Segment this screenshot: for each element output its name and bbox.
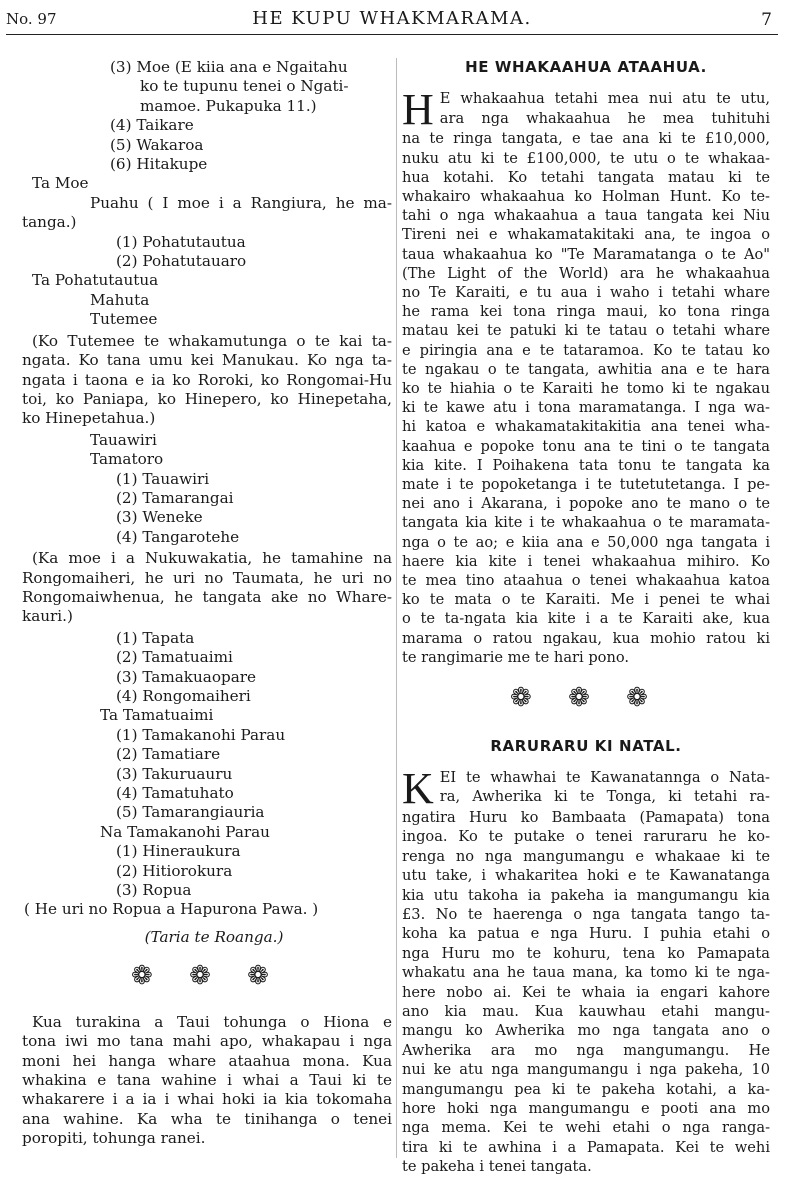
genealogy-line: (1) Tapata <box>116 628 195 647</box>
text-line: hi katoa e whakamatakitakitia ana tenei wha- <box>402 418 770 436</box>
genealogy-line: Mahuta <box>90 290 150 309</box>
text-line: ko te mata o te Karaiti. Me i penei te whai <box>402 591 770 609</box>
text-line: matau kei te patuki ki te tatau o tetahi whare <box>402 322 770 340</box>
genealogy-line: (1) Pohatutautua <box>116 232 246 251</box>
text-line: E whakaahua tetahi mea nui atu te utu, <box>439 90 770 108</box>
text-line: Awherika ara mo nga mangumangu. He <box>402 1041 770 1059</box>
text-line: te rangimarie me te hari pono. <box>402 648 630 666</box>
text-line: hua kotahi. Ko tetahi tangata matau ki te <box>402 168 770 186</box>
article-heading: HE WHAKAAHUA ATAAHUA. <box>465 58 707 76</box>
text-line: tangata kia kite i te whakaahua o te maramata- <box>402 514 770 532</box>
text-line: Rongomaiheri, he uri no Taumata, he uri no <box>22 568 392 587</box>
genealogy-line: Ta Moe <box>32 174 89 193</box>
genealogy-line: mamoe. Pukapuka 11.) <box>140 96 317 115</box>
text-line: ara nga whakaahua he mea tuhituhi <box>439 109 770 127</box>
genealogy-line: (5) Tamarangiauria <box>116 803 265 822</box>
note-paragraph <box>22 332 392 429</box>
text-line: mangu ko Awherika mo nga tangata ano o <box>402 1022 770 1040</box>
text-line: ngata i taona e ia ko Roroki, ko Rongomai-Hu <box>22 370 392 389</box>
text-line: utu take, i whakaritea hoki e te Kawanatanga <box>402 867 770 885</box>
right-column <box>402 58 770 1177</box>
text-line: koha ka patua e nga Huru. I puhia etahi o <box>402 925 770 943</box>
text-line: nga Huru mo te kohuru, tena ko Pamapata <box>402 944 770 962</box>
genealogy-line: (2) Tamatuaimi <box>116 648 233 667</box>
genealogy-line: Tauawiri <box>90 430 157 449</box>
genealogy-line: Puahu ( I moe i a Rangiura, he ma- <box>90 193 392 212</box>
text-line: whakarere i a ia i whai hoki ia kia tokomaha <box>22 1090 392 1109</box>
genealogy-line: (2) Tamatiare <box>116 745 221 764</box>
drop-cap: H <box>402 89 434 130</box>
genealogy-line: Ta Pohatutautua <box>32 271 159 290</box>
genealogy-line: (1) Tauawiri <box>116 469 210 488</box>
text-line: tira ki te awhina i a Pamapata. Kei te wehi <box>402 1138 770 1156</box>
genealogy-line: Tamatoro <box>90 450 164 469</box>
text-line: mate i te popoketanga i te tutetutetanga. I pe- <box>402 476 770 494</box>
continuation-note: (Taria te Roanga.) <box>144 927 284 946</box>
issue-number: No. 97 <box>6 10 57 28</box>
text-line: hore hoki nga mangumangu e pooti ana mo <box>402 1100 770 1117</box>
genealogy-line: tanga.) <box>22 213 77 232</box>
ornament-divider: ❁ ❁ ❁ <box>510 683 662 714</box>
genealogy-line: (3) Ropua <box>116 881 192 900</box>
text-line: tahi o nga whakaahua a taua tangata kei Niu <box>402 207 770 225</box>
text-line: na te ringa tangata, e tae ana ki te £10,000, <box>402 130 770 148</box>
genealogy-line: (3) Takuruauru <box>116 764 233 783</box>
text-line: te ngakau o te tangata, awhitia ana e te hara <box>402 360 770 378</box>
text-line: moni hei hanga whare ataahua mona. Kua <box>22 1051 392 1070</box>
text-line: here nobo ai. Kei te whaia ia engari kahore <box>402 983 770 1001</box>
genealogy-line: (3) Tamakuaopare <box>116 667 257 686</box>
article-body <box>402 768 770 1177</box>
text-line: EI te whawhai te Kawanatannga o Nata- <box>439 768 770 786</box>
genealogy-line: Tutemee <box>90 310 158 329</box>
text-line: poropiti, tohunga ranei. <box>22 1129 206 1148</box>
text-line: Tireni nei e whakamatakitaki ana, te ingoa o <box>402 226 770 244</box>
genealogy-line: (4) Tamatuhato <box>116 784 234 803</box>
left-column <box>22 58 392 1149</box>
text-line: kauri.) <box>22 607 73 626</box>
text-line: e piringia ana e te tataramoa. Ko te tatau ko <box>402 341 770 359</box>
text-line: haere kia kite i tenei whakaahua mihiro. Ko <box>402 552 770 570</box>
page-title: HE KUPU WHAKMARAMA. <box>252 8 532 29</box>
text-line: taua whakaahua ko "Te Maramatanga o te Ao" <box>402 245 770 263</box>
text-line: no Te Karaiti, e tu aua i waho i tetahi whare <box>402 284 770 302</box>
text-line: toi, ko Paniapa, ko Hinepero, ko Hinepetaha, <box>22 389 392 408</box>
page-header <box>6 6 778 35</box>
text-line: whakatu ana he taua mana, ka tomo ki te nga- <box>402 964 770 982</box>
text-line: ra, Awherika ki te Tonga, ki tetahi ra- <box>439 788 770 806</box>
genealogy-line: ko te tupunu tenei o Ngati- <box>140 77 349 96</box>
text-line: ingoa. Ko te putake o tenei raruraru he ko- <box>402 828 770 846</box>
text-line: ngata. Ko tana umu kei Manukau. Ko nga ta- <box>22 351 392 370</box>
genealogy-line: (4) Taikare <box>110 116 194 135</box>
text-line: renga no nga mangumangu e whakaae ki te <box>402 847 770 865</box>
text-line: Rongomaiwhenua, he tangata ake no Whare- <box>22 587 392 606</box>
text-line: (Ko Tutemee te whakamutunga o te kai ta- <box>32 331 392 350</box>
text-line: nui ke atu nga mangumangu i nga pakeha, 10 <box>402 1061 770 1079</box>
text-line: (The Light of the World) ara he whakaahua <box>402 264 770 282</box>
text-line: ko Hinepetahua.) <box>22 409 156 428</box>
genealogy-line: (1) Tamakanohi Parau <box>116 725 286 744</box>
text-line: (Ka moe i a Nukuwakatia, he tamahine na <box>32 549 392 568</box>
genealogy-line: (5) Wakaroa <box>110 135 204 154</box>
text-line: te mea tino ataahua o tenei whakaahua katoa <box>402 572 770 590</box>
genealogy-line: (2) Pohatutauaro <box>116 252 247 271</box>
genealogy-line: (3) Weneke <box>116 508 203 527</box>
text-line: nga mema. Kei te wehi etahi o nga ranga- <box>402 1119 770 1137</box>
text-line: ki te kawe atu i tona maramatanga. I nga wa- <box>402 399 770 417</box>
genealogy-line: ( He uri no Ropua a Hapurona Pawa. ) <box>24 900 319 919</box>
genealogy-line: Na Tamakanohi Parau <box>100 822 270 841</box>
article-heading: RARURARU KI NATAL. <box>490 736 682 755</box>
text-line: nei ano i Akarana, i popoke ano te mano o te <box>402 495 770 513</box>
text-line: nga o te ao; e kiia ana e 50,000 nga tangata i <box>402 533 770 551</box>
text-line: nuku atu ki te £100,000, te utu o te whakaa- <box>402 149 770 167</box>
genealogy-line: (4) Rongomaiheri <box>116 687 251 705</box>
text-line: kia kite. I Poihakena tata tonu te tangata ka <box>402 456 770 474</box>
text-line: ana wahine. Ka wha te tinihanga o tenei <box>22 1109 392 1128</box>
genealogy-line: Ta Tamatuaimi <box>100 706 214 725</box>
text-line: £3. No te haerenga o nga tangata tango ta- <box>402 905 770 923</box>
text-line: ano kia mau. Kua kauwhau etahi mangu- <box>402 1002 770 1020</box>
article-body <box>402 89 770 667</box>
ornament-divider: ❁ ❁ ❁ <box>131 961 283 992</box>
genealogy-line: (2) Hitiorokura <box>116 861 233 880</box>
genealogy-line: (1) Hineraukura <box>116 842 241 861</box>
page-number: 7 <box>761 10 772 30</box>
text-line: tona iwi mo tana mahi apo, whakapau i nga <box>22 1032 392 1051</box>
text-line: te pakeha i tenei tangata. <box>402 1158 592 1176</box>
text-line: mangumangu pea ki te pakeha kotahi, a ka- <box>402 1080 770 1098</box>
text-line: kia utu takoha ia pakeha ia mangumangu kia <box>402 886 770 904</box>
text-line: he rama kei tona ringa maui, ko tona ringa <box>402 303 770 321</box>
text-line: ko te hiahia o te Karaiti he tomo ki te ngakau <box>402 380 770 398</box>
genealogy-line: (2) Tamarangai <box>116 488 234 507</box>
text-line: marama o ratou ngakau, kua mohio ratou ki <box>402 629 770 647</box>
genealogy-line: (3) Moe (E kiia ana e Ngaitahu <box>110 58 348 76</box>
text-line: whakina e tana wahine i whai a Taui ki te <box>22 1070 392 1089</box>
drop-cap: K <box>402 767 434 808</box>
text-line: Kua turakina a Taui tohunga o Hiona e <box>32 1012 392 1031</box>
text-line: kaahua e popoke tonu ana te tini o te tangata <box>402 437 770 455</box>
genealogy-line: (6) Hitakupe <box>110 155 208 174</box>
text-line: o te ta-ngata kia kite i a te Karaiti ake, kua <box>402 610 770 628</box>
column-divider <box>396 58 397 1158</box>
genealogy-line: (4) Tangarotehe <box>116 527 240 546</box>
note-paragraph <box>22 549 392 627</box>
text-line: ngatira Huru ko Bambaata (Pamapata) tona <box>402 808 770 826</box>
news-paragraph <box>22 1013 392 1149</box>
text-line: whakairo whakaahua ko Holman Hunt. Ko te- <box>402 188 770 206</box>
